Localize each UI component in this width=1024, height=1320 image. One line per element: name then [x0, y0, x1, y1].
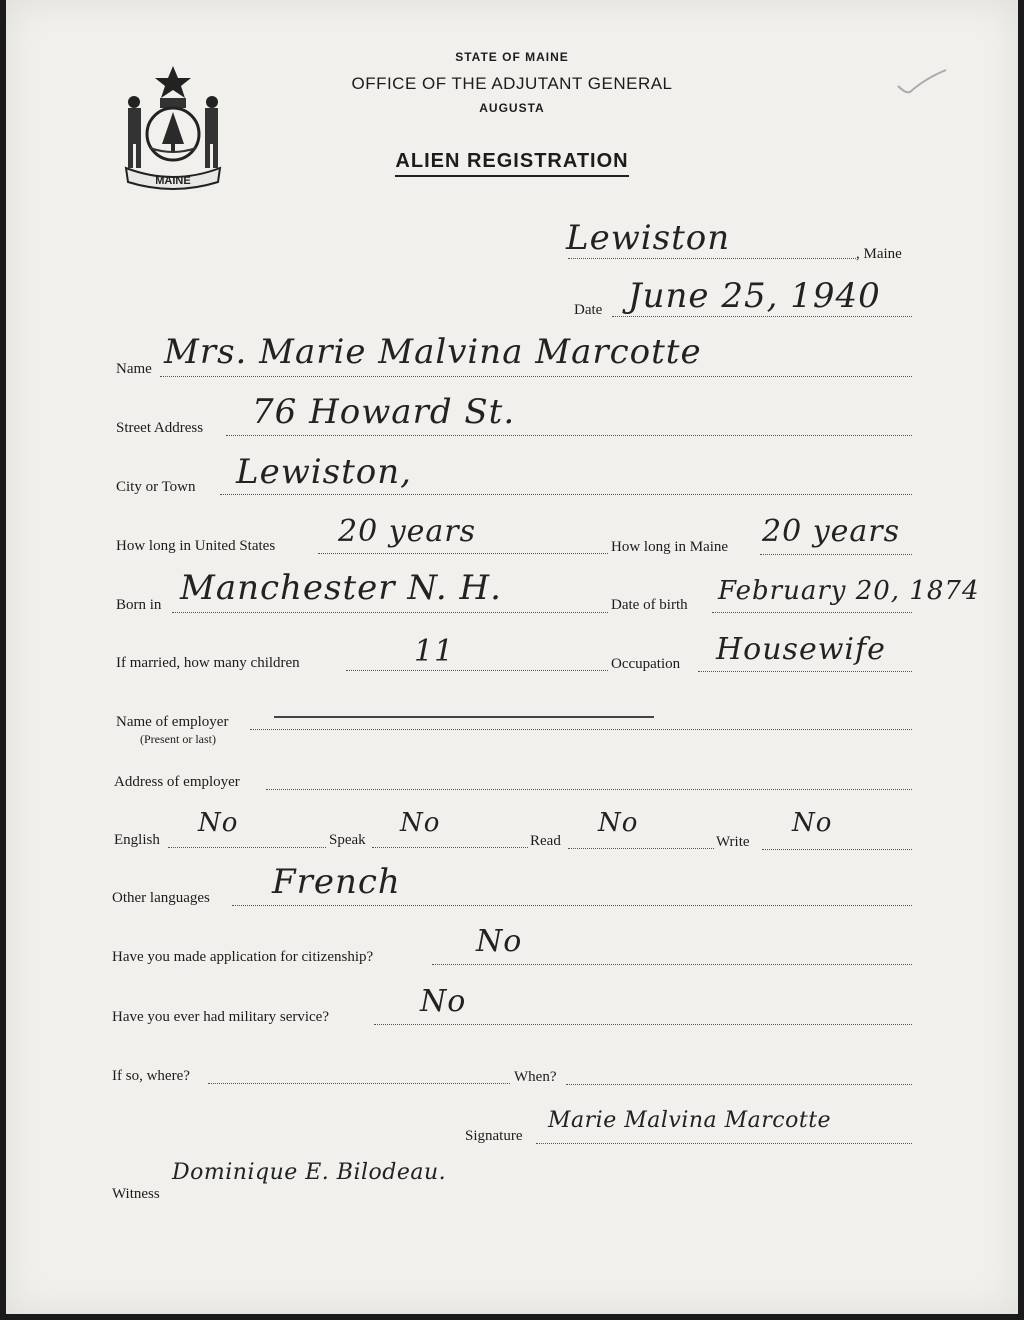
employer-sublabel: (Present or last): [140, 732, 216, 746]
town-suffix: , Maine: [856, 246, 902, 262]
other-languages-label: Other languages: [112, 890, 210, 906]
occupation-label: Occupation: [611, 656, 681, 672]
speak-label: Speak: [329, 832, 366, 848]
read-entry: No: [598, 808, 639, 838]
maine-label: How long in Maine: [611, 539, 729, 555]
employer-address-label: Address of employer: [114, 774, 240, 790]
maine-years-entry: 20 years: [762, 514, 901, 549]
us-years-entry: 20 years: [338, 514, 477, 549]
signature-label: Signature: [465, 1128, 523, 1144]
dob-label: Date of birth: [611, 597, 688, 613]
children-entry: 11: [414, 634, 455, 669]
speak-entry: No: [400, 808, 441, 838]
occupation-entry: Housewife: [716, 632, 886, 667]
born-label: Born in: [116, 597, 162, 613]
when-label: When?: [514, 1069, 557, 1085]
born-entry: Manchester N. H.: [180, 568, 502, 608]
military-entry: No: [420, 984, 467, 1019]
other-languages-entry: French: [272, 862, 401, 902]
english-label: English: [114, 832, 160, 848]
citizenship-entry: No: [476, 924, 523, 959]
date-entry: June 25, 1940: [628, 276, 881, 316]
name-entry: Mrs. Marie Malvina Marcotte: [164, 332, 702, 372]
office-heading: OFFICE OF THE ADJUTANT GENERAL: [351, 74, 673, 93]
state-heading: STATE OF MAINE: [455, 50, 569, 64]
employer-label: Name of employer: [116, 714, 229, 730]
signature-entry: Marie Malvina Marcotte: [548, 1108, 832, 1133]
street-label: Street Address: [116, 420, 204, 436]
witness-entry: Dominique E. Bilodeau.: [172, 1160, 447, 1185]
dob-entry: February 20, 1874: [718, 576, 980, 606]
form-title: ALIEN REGISTRATION: [0, 150, 1024, 173]
date-label: Date: [574, 302, 603, 318]
citizenship-label: Have you made application for citizenship?: [112, 949, 374, 965]
where-label: If so, where?: [112, 1068, 190, 1084]
name-label: Name: [116, 361, 152, 377]
seal-banner-text: MAINE: [155, 175, 191, 187]
military-label: Have you ever had military service?: [112, 1009, 329, 1025]
us-label: How long in United States: [116, 538, 276, 554]
witness-label: Witness: [112, 1186, 160, 1202]
street-entry: 76 Howard St.: [252, 392, 516, 432]
read-label: Read: [530, 833, 561, 849]
city-label: City or Town: [116, 479, 196, 495]
write-entry: No: [792, 808, 833, 838]
employer-blank-stroke: [274, 716, 654, 718]
english-entry: No: [198, 808, 239, 838]
children-label: If married, how many children: [116, 655, 300, 671]
city-entry: Lewiston,: [236, 452, 412, 492]
town-entry: Lewiston: [566, 218, 731, 258]
city-heading: AUGUSTA: [479, 101, 545, 115]
write-label: Write: [716, 834, 750, 850]
